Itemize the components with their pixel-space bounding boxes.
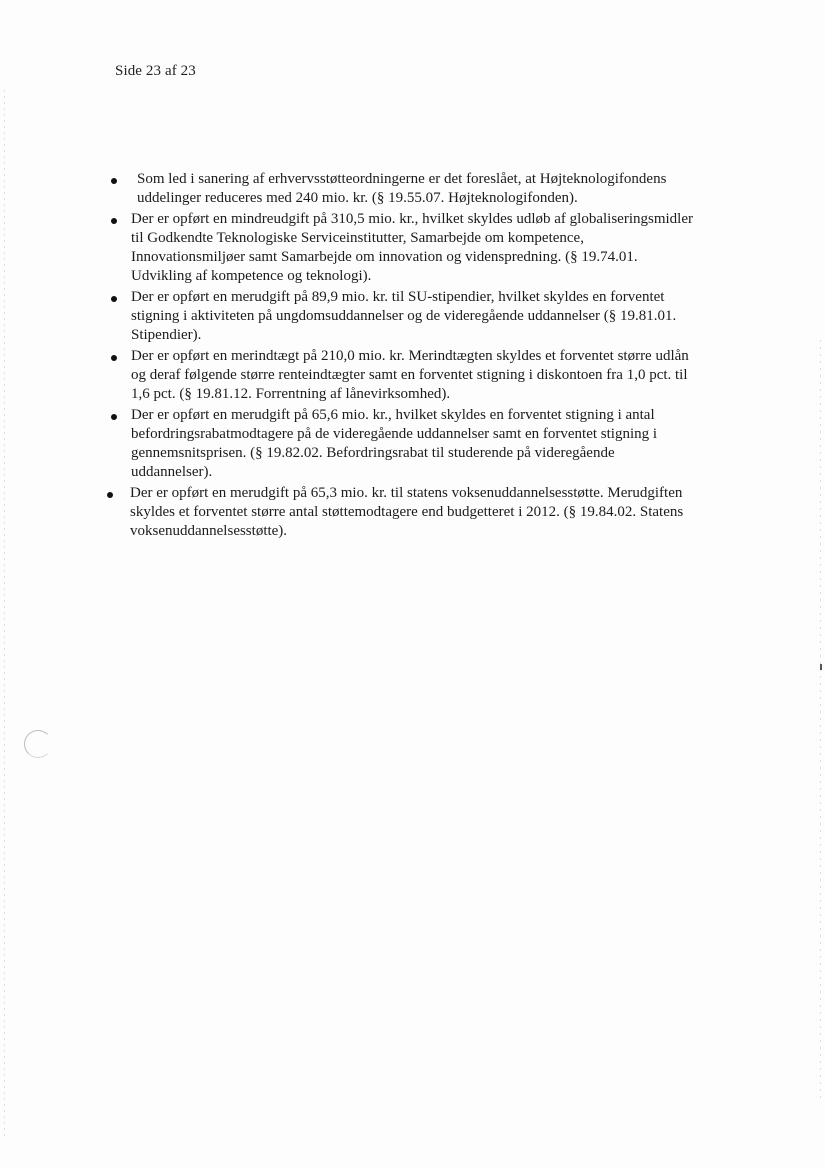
list-item-text: Som led i sanering af erhvervsstøtteordningerne er det foreslået, at Højteknologifondens uddelinger reduceres med 240 mio. kr. (§ 19.55.07. Højteknologifonden).: [137, 171, 667, 206]
list-item-text: Der er opført en merudgift på 65,3 mio. kr. til statens voksenuddannelsesstøtte. Merudgiften skyldes et forventet større antal støttemodtagere end budgetteret i 2012. (§ 19.84.02. Statens voksenuddannelsesstøtte).: [130, 485, 684, 539]
bullet-icon: [111, 414, 117, 420]
bullet-icon: [107, 492, 113, 498]
bullet-list: [104, 170, 694, 543]
list-item-text: Der er opført en merudgift på 89,9 mio. kr. til SU-stipendier, hvilket skyldes en forventet stigning i aktiviteten på ungdomsuddannelser og de videregående uddannelser (§ 19.81.01. Stipendier).: [131, 289, 677, 343]
bullet-icon: [111, 178, 117, 184]
edge-tick-mark: [820, 664, 822, 670]
scan-edge-artifact-right: [820, 340, 821, 1100]
bullet-icon: [111, 218, 117, 224]
list-item: [104, 406, 694, 482]
bullet-icon: [111, 355, 117, 361]
list-item: [104, 484, 694, 541]
list-item-text: Der er opført en merindtægt på 210,0 mio. kr. Merindtægten skyldes et forventet større udlån og deraf følgende større renteindtægter samt en forventet stigning i diskontoen fra 1,0 pct. til 1,6 pct. (§ 19.81.12. Forrentning af lånevirksomhed).: [131, 348, 689, 402]
list-item-text: Der er opført en merudgift på 65,6 mio. kr., hvilket skyldes en forventet stigning i antal befordringsrabatmodtagere på de videregående uddannelser samt en forventet stigning i gennemsnitsprisen. (§ 19.82.02. Befordringsrabat til studerende på videregående uddannelser).: [131, 407, 658, 480]
punch-hole-mark: [24, 730, 52, 758]
scan-edge-artifact-left: [4, 90, 5, 1140]
bullet-icon: [111, 296, 117, 302]
list-item: [104, 288, 694, 345]
list-item: [104, 347, 694, 404]
list-item: [104, 210, 694, 286]
list-item: [104, 170, 694, 208]
page-number-label: Side 23 af 23: [115, 63, 196, 79]
list-item-text: Der er opført en mindreudgift på 310,5 mio. kr., hvilket skyldes udløb af globaliseringsmidler til Godkendte Teknologiske Serviceinstitutter, Samarbejde om kompetence, Innovationsmiljøer samt Samarbejde om innovation og videnspredning. (§ 19.74.01. Udvikling af kompetence og teknologi).: [131, 211, 693, 284]
